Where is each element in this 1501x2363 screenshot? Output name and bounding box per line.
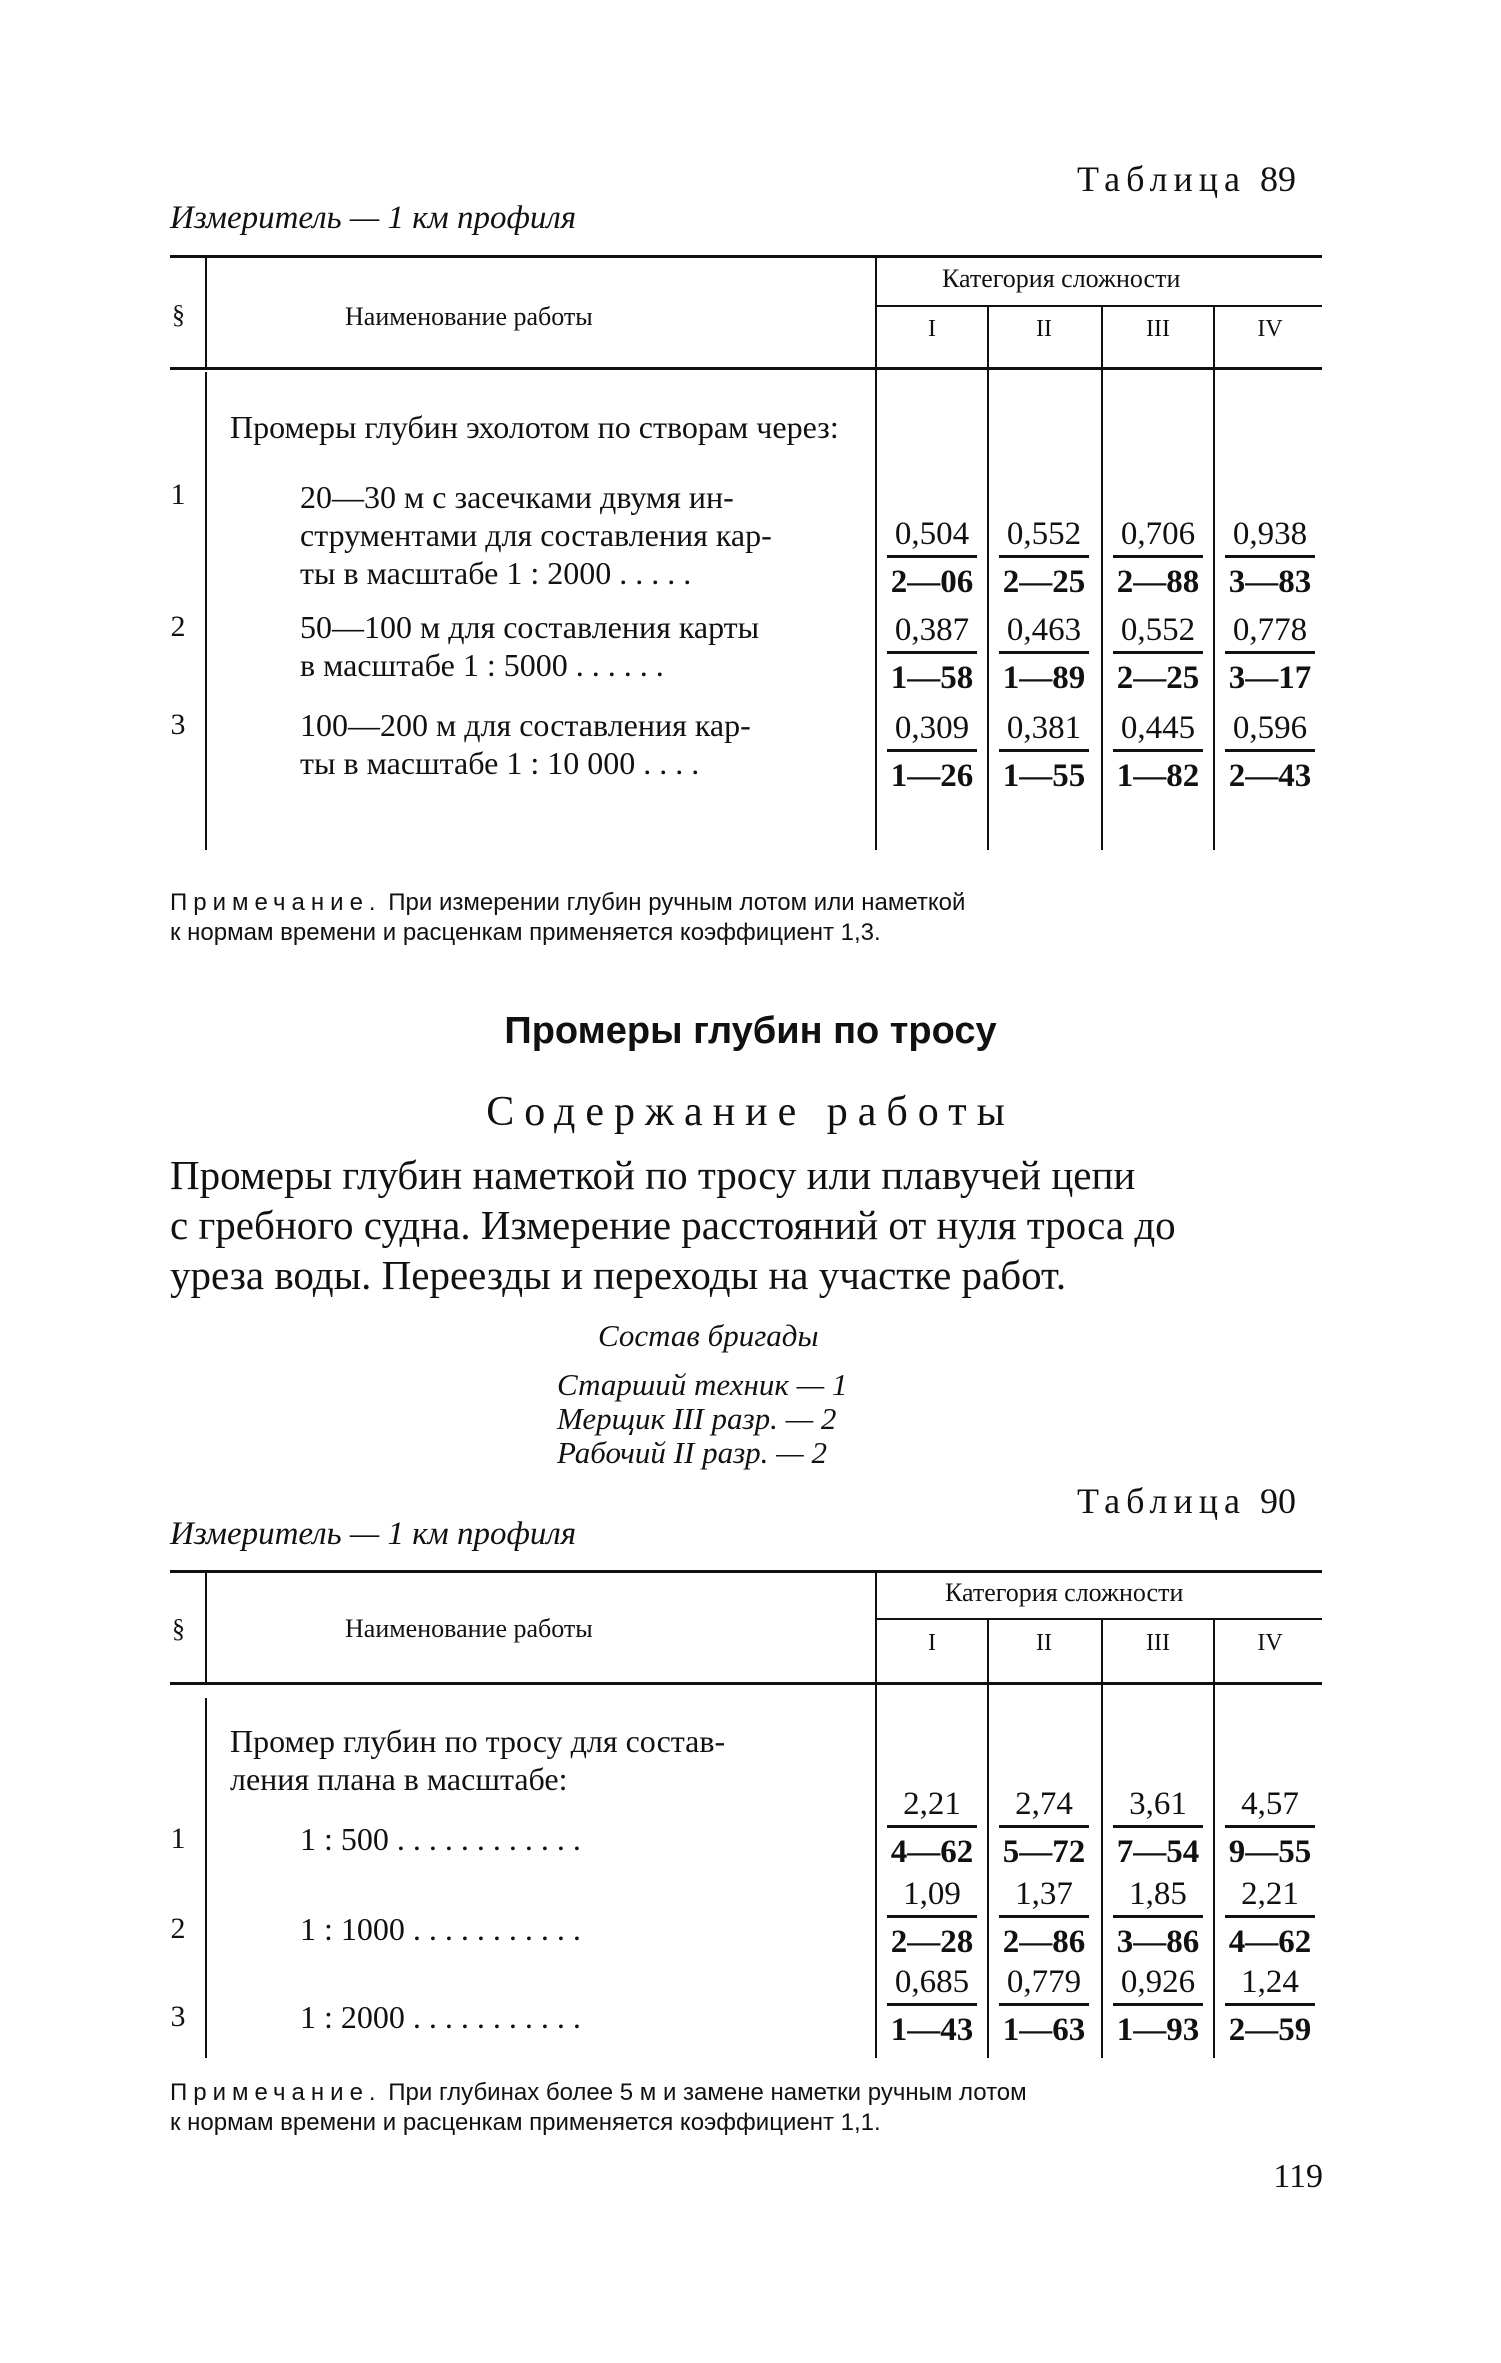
col-rule	[205, 258, 207, 368]
paragraph-line: с гребного судна. Измерение расстояний от нуля троса до	[170, 1202, 1176, 1248]
table-90-note	[170, 2078, 1330, 2138]
category-col-iii: III	[1146, 316, 1170, 342]
cell-value: 4,57 9—55	[1214, 1786, 1326, 1871]
crew-list	[557, 1368, 847, 1470]
cell-value: 3,61 7—54	[1102, 1786, 1214, 1871]
row-number: 1	[170, 1822, 186, 1855]
row-line: струментами для составления кар-	[300, 517, 772, 553]
cell-value: 0,685 1—43	[876, 1964, 988, 2049]
row-number: 3	[170, 2000, 186, 2033]
cell-value: 0,387 1—58	[876, 612, 988, 697]
intro-line: Промер глубин по тросу для состав-	[230, 1723, 726, 1759]
category-col-i: I	[928, 1630, 936, 1656]
table-row-text	[300, 478, 772, 592]
row-line: ты в масштабе 1 : 2000 . . . . .	[300, 555, 692, 591]
category-col-i: I	[928, 316, 936, 342]
note-text: При глубинах более 5 м и замене наметки ручным лотом	[388, 2079, 1027, 2106]
cell-value: 2,21 4—62	[876, 1786, 988, 1871]
note-label: Примечание.	[170, 2079, 382, 2106]
cell-value: 0,926 1—93	[1102, 1964, 1214, 2049]
table-top-rule	[170, 255, 1322, 258]
note-text: При измерении глубин ручным лотом или наметкой	[388, 889, 966, 916]
cell-value: 0,706 2—88	[1102, 516, 1214, 601]
cell-value: 0,381 1—55	[988, 710, 1100, 795]
col-rule	[205, 1698, 207, 2058]
cell-value: 1,85 3—86	[1102, 1876, 1214, 1961]
table-row-text: 1 : 500 . . . . . . . . . . . .	[300, 1821, 581, 1857]
cell-value: 0,445 1—82	[1102, 710, 1214, 795]
category-col-iv: IV	[1257, 316, 1283, 342]
table-top-rule	[170, 1570, 1322, 1573]
category-col-ii: II	[1036, 1630, 1052, 1656]
cell-value: 0,463 1—89	[988, 612, 1100, 697]
section-heading: Промеры глубин по тросу	[504, 1010, 997, 1052]
section-header: §	[172, 300, 185, 329]
row-line: ты в масштабе 1 : 10 000 . . . .	[300, 745, 700, 781]
table-89-label	[1077, 158, 1296, 200]
table-row-text	[300, 706, 751, 782]
cell-value: 2,21 4—62	[1214, 1876, 1326, 1961]
section-subheading: Содержание работы	[486, 1089, 1015, 1135]
row-line: 100—200 м для составления кар-	[300, 707, 751, 743]
cell-value: 0,779 1—63	[988, 1964, 1100, 2049]
table-90-meter: Измеритель — 1 км профиля	[170, 1516, 577, 1552]
category-col-ii: II	[1036, 316, 1052, 342]
col-rule	[205, 1573, 207, 1683]
header-bottom-rule	[170, 1682, 1322, 1685]
table-label-text: Таблица	[1077, 159, 1246, 199]
table-89-note	[170, 888, 1330, 948]
section-header: §	[172, 1614, 185, 1643]
row-line: 50—100 м для составления карты	[300, 609, 760, 645]
row-number: 3	[170, 708, 186, 741]
cell-value: 0,552 2—25	[988, 516, 1100, 601]
work-name-header: Наименование работы	[345, 302, 593, 331]
note-text: к нормам времени и расценкам применяется коэффициент 1,3.	[170, 919, 881, 946]
crew-item: Рабочий II разр. — 2	[557, 1435, 827, 1470]
paragraph-line: уреза воды. Переезды и переходы на участке работ.	[170, 1252, 1067, 1298]
paragraph-line: Промеры глубин наметкой по тросу или плавучей цепи	[170, 1152, 1136, 1198]
row-line: 20—30 м с засечками двумя ин-	[300, 479, 734, 515]
category-col-iii: III	[1146, 1630, 1170, 1656]
row-number: 1	[170, 478, 186, 511]
row-number: 2	[170, 1912, 186, 1945]
cell-value: 1,09 2—28	[876, 1876, 988, 1961]
table-label-text: Таблица	[1077, 1481, 1246, 1521]
crew-title: Состав бригады	[598, 1318, 819, 1353]
work-name-header: Наименование работы	[345, 1614, 593, 1643]
category-col-iv: IV	[1257, 1630, 1283, 1656]
intro-line: ления плана в масштабе:	[230, 1761, 568, 1797]
category-rule	[875, 1618, 1322, 1620]
page-number: 119	[1273, 2158, 1323, 2195]
crew-item: Старший техник — 1	[557, 1367, 848, 1402]
crew-item: Мерщик III разр. — 2	[557, 1401, 837, 1436]
row-line: в масштабе 1 : 5000 . . . . . .	[300, 647, 664, 683]
cell-value: 0,309 1—26	[876, 710, 988, 795]
table-row-text	[300, 608, 759, 684]
col-rule	[205, 372, 207, 850]
note-text: к нормам времени и расценкам применяется коэффициент 1,1.	[170, 2109, 881, 2136]
cell-value: 0,778 3—17	[1214, 612, 1326, 697]
row-number: 2	[170, 610, 186, 643]
cell-value: 0,596 2—43	[1214, 710, 1326, 795]
category-rule	[875, 305, 1322, 307]
cell-value: 0,552 2—25	[1102, 612, 1214, 697]
table-number: 90	[1260, 1481, 1296, 1521]
category-header: Категория сложности	[942, 264, 1181, 293]
table-90-label	[1077, 1480, 1296, 1522]
category-header: Категория сложности	[945, 1578, 1184, 1607]
section-paragraph	[170, 1150, 1340, 1300]
table-row-text: 1 : 2000 . . . . . . . . . . .	[300, 1999, 581, 2035]
table-89-meter: Измеритель — 1 км профиля	[170, 200, 577, 236]
cell-value: 1,24 2—59	[1214, 1964, 1326, 2049]
cell-value: 0,504 2—06	[876, 516, 988, 601]
table-row-text: 1 : 1000 . . . . . . . . . . .	[300, 1911, 581, 1947]
cell-value: 0,938 3—83	[1214, 516, 1326, 601]
table-90-intro	[230, 1722, 725, 1798]
header-bottom-rule	[170, 367, 1322, 370]
table-89-intro: Промеры глубин эхолотом по створам через:	[230, 409, 839, 445]
table-number: 89	[1260, 159, 1296, 199]
cell-value: 1,37 2—86	[988, 1876, 1100, 1961]
cell-value: 2,74 5—72	[988, 1786, 1100, 1871]
note-label: Примечание.	[170, 889, 382, 916]
